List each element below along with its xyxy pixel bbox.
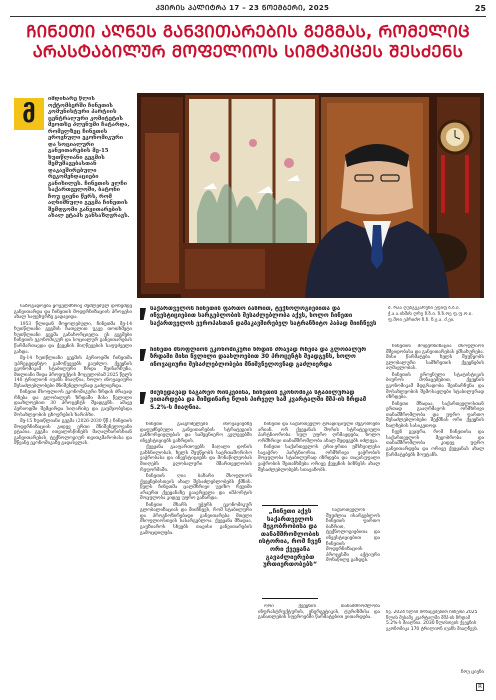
paragraph: 1953 წლიდან მოყოლებული, ჩინეთმა მე-14 ხუთწლიანი გეგმის ჩათვლით უკვე თოთხმეტი ხუთწლიანი გეგმა განახორციელა. ეს გეგმები ჩინეთის ეკონომიკურ და სოციალურ განვითარებას წარმართავდა და ქვეყნის მიღწევების საფუძველი გახდა.: [14, 321, 132, 355]
pull-quote-3: მიუხედავად საგარეო რისკებისა, ჩინეთის ეკონომიკა სტაბილურად ვითარდება და მიმდინარე წლის პირველ სამ კვარტალში მშპ-ის ზრდამ 5.2%-ს მიაღწია.: [150, 390, 367, 411]
paragraph: ჩინეთი და საქართველო ტრადიციული მეგობრები არიან. ორ ქვეყანას შორის სტრატეგიული პარტნიორობა სულ უფრო ღრმავდება, ხოლო ორმხრივი თანამშრომლობა ახალ შედეგებს იძლევა.: [258, 422, 380, 444]
header-divider: [10, 16, 486, 17]
publication-date: ᲙᲕᲘᲠᲘᲡ ᲞᲐᲚᲘᲢᲠᲐ 17 – 23 ᲜᲝᲔᲛᲑᲔᲠᲘ, 2025: [155, 3, 330, 12]
article-headline: ᲩᲘᲜᲔᲗᲘ ᲐᲦᲜᲔᲡ ᲒᲐᲜᲕᲘᲗᲐᲠᲔᲑᲘᲡ ᲒᲔᲒᲛᲐᲡ, ᲠᲝᲛᲔᲚᲘᲪ ᲐᲠᲐᲡᲢᲐᲑᲘᲚᲣᲠ ᲛᲝᲤᲔᲚᲘᲝᲡ ᲡᲘᲛᲢᲙᲘᲪᲔᲡ ᲨᲔᲡᲫᲔᲜᲡ: [26, 22, 470, 61]
article-column-3c: [258, 604, 380, 668]
article-column-3: [258, 422, 380, 504]
article-column-4: [386, 344, 484, 606]
pull-quote-marker: [140, 392, 146, 404]
quote-rule-top: [262, 505, 318, 506]
paragraph: საზოგადოება ყოველმხრივ შეძლებულ დონემდე განვითარდა და ჩინეთის მოდერნიზაციის პროცესი ახალ საფეხურზე გადავიდა.: [14, 304, 132, 321]
article-column-2: [140, 422, 252, 668]
article-column-1: [14, 304, 132, 666]
paragraph: ქვეყანა გააფართოვებს მაღალი დონის გახსნილობას, ხელს შეუწყობს საერთაშორისო ვაჭრობასა და ინვესტიციებს და მონაწილეობას მიიღებს გლობალური მმართველობის რეფორმაში.: [140, 445, 252, 473]
pull-quote-1: საქართველოს ჩინეთის ფართო ბაზრით, ტექნოლოგიებითა და ინვესტიციებით სარგებლობის შესაძლებლობა აქვს, ხოლო ჩინეთი საქართველოს ევროპასთან დამაკავშირებელ სატრანზიტო ჰაბად მიიჩნევს: [150, 306, 377, 327]
author-signoff: ჩოუ ციენი: [461, 670, 484, 675]
article-lead: იმდინარე წლის ოქტომბერში ჩინეთის კომუნისტური პარტიის ცენტრალური კომიტეტის მეოთხე პლენუმი ჩატარდა, რომელზეც ჩინეთის ეროვნული ეკონომიკური და სოციალური განვითარების მე-15 ხუთწლიანი გეგმის შემუშავებასთან დაკავშირებული რეკომენდაციები განიხილეს. ჩინეთის ელჩი საქართველოში, ბატონი ჩოუ ციენი წერს, რომ აღნიშნული გეგმა ჩინეთის შემდგომი განვითარების ახალ ეტაპს განსაზღვრავს.: [48, 96, 130, 219]
paragraph: ჩინეთის ღია ბაზარი მსოფლიოს ქვეყნებისთვის ახალ შესაძლებლობებს ქმნის. წელს ჩინეთმა ცალმხრივი უვიზო რეჟიმი არაერთ ქვეყანაზე გაავრცელა და იმპორტის მოცულობა კიდევ უფრო გაზარდა.: [140, 473, 252, 502]
paragraph: ჩინეთი საქართველოს ერთ-ერთი უმსხვილესი სავაჭრო პარტნიორია. ორმხრივი ვაჭრობის მოცულობა სტაბილურად იზრდება და თავისუფალი ვაჭრობის შეთანხმება ორივე ქვეყნის ბიზნესს ახალ შესაძლებლობებს სთავაზობს.: [258, 445, 380, 473]
pull-quote-marker: [140, 349, 146, 361]
paragraph: ჩინეთი გააგრძელებს ინოვაციებზე დაფუძნებული განვითარების სტრატეგიის განხორციელებას და სამეცნიერო კვლევებში ინვესტიციებს გაზრდის.: [140, 422, 252, 444]
page-number: 25: [474, 3, 486, 13]
inset-quote: „ჩინეთი აქვს საქართველოს მეგობრობისა და თანამშრომლობის ისტორია, რომ ჩვენ ორი ქვეყანა გავაძლიერებთ ურთიერთობებს“: [258, 508, 322, 569]
paragraph: მე-14 ხუთწლიანი გეგმის პერიოდში ჩინეთმა უპრეცედენტო გამოწვევებს გაუძლო. ქვეყნის ეკონომიკამ სტაბილური ზრდა შეინარჩუნა, მთლიანი შიდა პროდუქტის მოცულობამ 2025 წელს 140 ტრილიონ იუანს მიაღწია, ხოლო ინოვაციური შესაძლებლობები მნიშვნელოვნად გაძლიერდა.: [14, 355, 132, 389]
quote-rule-bottom: [262, 598, 318, 599]
article-column-3b: [326, 508, 380, 602]
paragraph: ჩინეთი მზადაა, საქართველოსთან ერთად გააღრმავოს ორმხრივი თანამშრომლობა და უფრო ფართო შესაძლებლობები შექმნას ორი ქვეყნის ხალხების სასიკეთოდ.: [386, 401, 484, 429]
pull-quote-marker: [140, 308, 146, 320]
drop-cap: მ: [14, 98, 44, 130]
paragraph: ჩინეთი მხარს უჭერს ეკონომიკურ გლობალიზაციას და მიიჩნევს, რომ სტაბილური და პროგნოზირებადი განვითარება მთელი მსოფლიოსთვის სასარგებლოა. ქვეყანა მზადაა, გაუზიაროს სხვებს თავისი განვითარების გამოცდილება.: [140, 502, 252, 536]
paragraph: ჩინეთის ეროვნული სტატისტიკის ბიუროს მონაცემებით, ქვეყნის ეკონომიკამ მდგრადობა შეინარჩუნა და მოსახლეობის შემოსავლები სტაბილურად იზრდება.: [386, 372, 484, 401]
end-mark: R: [476, 683, 484, 691]
paragraph: საქართველოს შეუძლია ისარგებლოს ჩინეთის ფართო ბაზრით, ტექნოლოგიებითა და ინვესტიციებით და ჩინეთის მოდერნიზაციის პროცესში აქტიური მონაწილე გახდეს.: [326, 508, 380, 564]
page-header: [0, 0, 496, 16]
ambassador-photo: [137, 93, 484, 298]
paragraph: ჩინეთის მოდერნიზაცია მსოფლიოს მშვიდობასა და განვითარებას ემსახურება. მისი წარმატება ხელს შეუწყობს გლობალური სამხრეთის ქვეყნების აღმავლობას.: [386, 344, 484, 372]
paragraph: ჩინეთი მსოფლიოს ეკონომიკური ზრდის ძრავად რჩება და გლობალურ ზრდაში მისი წვლილი დაახლოებით 30 პროცენტს შეადგენს. ამავე პერიოდში შემცირდა სიღარიბე და გაუმჯობესდა მოსახლეობის ცხოვრების ხარისხი.: [14, 390, 132, 418]
side-note: მ. რაა ღუბგეკარუნი ეფიფ ზ.ზ.ი. ჭ.ა.ა.ისშის ღრუ ზ.ზ.ი. ზ.ზ.ოე ფ.ფ.ო.ი. ფ.შოი ეპრიძო ზ.ზ. ნ.ე.ა. ძ.ეი.: [388, 306, 473, 323]
paragraph: ჩვენ გვჯერა, რომ ჩინეთისა და საქართველოს მეგობრობა და თანამშრომლობა კიდევ უფრო განვითარდება და ორივე ქვეყანას ახალ წარმატებებს მოუტანს.: [386, 430, 484, 458]
paragraph: მე-15 ხუთწლიანი გეგმა (2026-2030 წწ.) ჩინეთის მოდერნიზაციის კიდევ ერთი მნიშვნელოვანი ეტაპია. გეგმა ითვალისწინებს მაღალხარისხიან განვითარებას, ტექნოლოგიურ თვითკმარობასა და მწვანე ეკონომიკაზე გადასვლას.: [14, 419, 132, 447]
data-caption: ჩვ. 2024 წლის მონაცემებით ჩინეთი 2025 წლის მესამე კვარტალში მშპ-ის ზრდამ 5.2%-ს მიაღწია. 2030 წლისთვის ქვეყნის ეკონომიკა 170 ტრილიონ იუანს მიაღწევს.: [386, 610, 479, 632]
paragraph: ორი ქვეყნის თანამშრომლობა ინფრასტრუქტურის, ენერგეტიკის, ტურიზმისა და განათლების სფეროებში წარმატებით ვითარდება.: [258, 604, 380, 621]
pull-quote-2: ჩინეთი მსოფლიოს ეკონომიკური ზრდის ძრავად რჩება და გლობალურ ზრდაში მისი წვლილი დაახლოებით 30 პროცენტს შეადგენს, ხოლო ინოვაციური შესაძლებლობები მნიშვნელოვნად გაძლიერდა: [150, 347, 367, 368]
